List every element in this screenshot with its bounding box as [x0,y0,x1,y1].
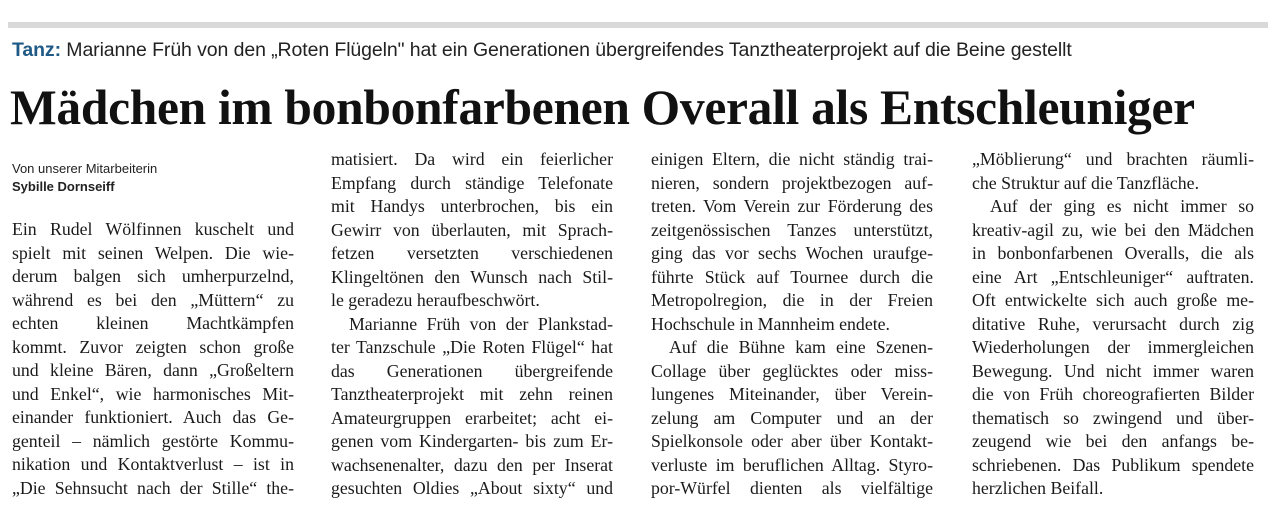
article-column-4 [972,148,1254,501]
text-line: echten kleinen Machtkämpfen [12,313,294,333]
text-line: Hochschule in Mannheim endete. [651,313,890,334]
text-line: einigen Eltern, die nicht ständig trai- [651,149,933,169]
text-line: Metropolregion, die in der Freien [651,290,933,310]
text-line: fetzen versetzten verschiedenen [331,243,613,263]
text-line: zelung am Computer und an der [651,407,933,428]
text-line: und Enkel“, wie harmonisches Mit- [12,383,294,404]
text-line: Tanztheaterprojekt mit zehn reinen [331,384,613,404]
text-line: mit Handys unterbrochen, bis ein [331,196,613,216]
text-line: eine Art „Entschleuniger“ auftraten. [972,266,1254,287]
byline [12,160,312,196]
text-line: le geradezu heraufbeschwört. [331,290,540,310]
text-line: schriebenen. Das Publikum spendete [972,454,1254,475]
text-line: wachsenenalter, dazu den per Inserat [331,454,613,475]
text-line: zeugend wie bei den anfangs be- [972,431,1254,451]
text-line: in bonbonfarbenen Overalls, die als [972,243,1254,263]
kicker-label: Tanz: [12,39,61,61]
text-line: Empfang durch ständige Telefonate [331,172,613,193]
text-line: por-Würfel dienten als vielfältige [651,478,933,498]
text-line: kreativ-agil zu, wie bei den Mädchen [972,219,1254,240]
kicker-line [12,36,1267,64]
article-column-1 [12,218,294,500]
text-line: das Generationen übergreifende [331,360,613,381]
text-line: Auf der ging es nicht immer so [990,196,1254,216]
text-line: Gewirr von überlauten, mit Sprach- [331,219,613,240]
text-line: gesuchten Oldies „About sixty“ und [331,478,613,498]
article-column-2 [331,148,613,501]
text-line: che Struktur auf die Tanzfläche. [972,172,1200,193]
top-rule [8,22,1268,28]
text-line: Wiederholungen der immergleichen [972,337,1254,357]
text-line: ging das vor sechs Wochen uraufge- [651,243,933,263]
text-line: thematisch so zwingend und über- [972,407,1254,428]
text-line: Marianne Früh von der Plankstad- [349,313,613,334]
text-line: „Die Sehnsucht nach der Stille“ the- [12,477,294,498]
text-line: herzlichen Beifall. [972,478,1104,498]
text-line: einander funktioniert. Auch das Ge- [12,407,294,427]
text-line: Amateurgruppen erarbeitet; acht ei- [331,407,613,428]
text-line: treten. Vom Verein zur Förderung des [651,196,933,216]
byline-author: Sybille Dornseiff [12,179,115,194]
text-line: Ein Rudel Wölfinnen kuschelt und [12,219,294,239]
text-line: ter Tanzschule „Die Roten Flügel“ hat [331,337,613,357]
text-line: führte Stück auf Tournee durch die [651,266,933,287]
text-line: nieren, sondern projektbezogen auf- [651,172,933,193]
text-line: zeitgenössischen Tanzes unterstützt, [651,219,933,240]
text-line: Bewegung. Und nicht immer waren [972,360,1254,381]
text-line: die von Früh choreografierten Bilder [972,384,1254,404]
text-line: und kleine Bären, dann „Großeltern [12,360,294,380]
text-line: genen vom Kindergarten- bis zum Er- [331,431,613,451]
text-line: Collage über geglücktes oder miss- [651,360,933,381]
text-line: verluste im beruflichen Alltag. Styro- [651,454,933,475]
text-line: derum balgen sich umherpurzelnd, [12,266,294,286]
text-line: Auf die Bühne kam eine Szenen- [669,337,933,357]
text-line: während es bei den „Müttern“ zu [12,289,294,310]
text-line: Spielkonsole oder aber über Kontakt- [651,431,933,451]
headline: Mädchen im bonbonfarbenen Overall als Entschleuniger [10,80,1195,135]
text-line: Klingeltönen den Wunsch nach Stil- [331,266,613,287]
text-line: matisiert. Da wird ein feierlicher [331,149,613,169]
text-line: genteil – nämlich gestörte Kommu- [12,430,294,451]
text-line: „Möblierung“ und brachten räumli- [972,149,1254,169]
text-line: ditative Ruhe, verursacht durch zig [972,313,1254,334]
text-line: nikation und Kontaktverlust – ist in [12,454,294,474]
text-line: spielt mit seinen Welpen. Die wie- [12,242,294,263]
text-line: Oft entwickelte sich auch große me- [972,290,1254,310]
text-line: lungenes Miteinander, über Verein- [651,384,933,404]
kicker-text: Marianne Früh von den „Roten Flügeln" hat ein Generationen übergreifendes Tanztheaterprojekt auf die Beine gestellt [66,39,1072,61]
text-line: kommt. Zuvor zeigten schon große [12,336,294,357]
article-column-3 [651,148,933,501]
byline-intro: Von unserer Mitarbeiterin [12,161,158,176]
